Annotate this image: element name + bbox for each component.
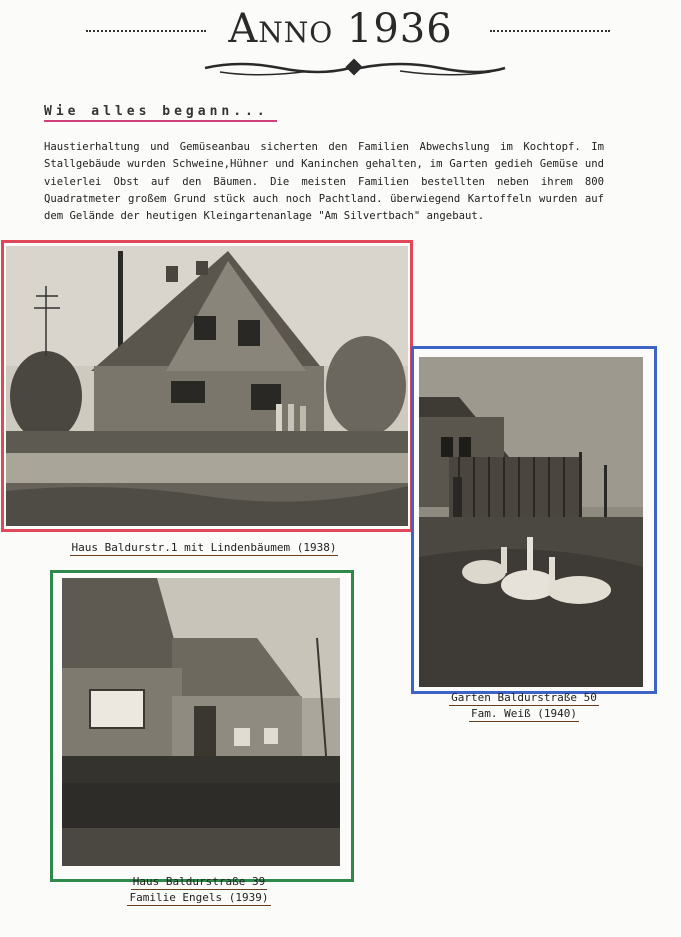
caption-house-39-line2: Familie Engels (1939)	[129, 891, 269, 904]
caption-house-baldurstr-1-text: Haus Baldurstr.1 mit Lindenbäumem (1938)	[71, 541, 337, 554]
intro-paragraph: Haustierhaltung und Gemüseanbau sicherten den Familien Abwechslung im Kochtopf. Im Stallgebäude wurden Schweine,Hühner und Kaninchen gehalten, im Garten gedieh Gemüse und vielerlei Obst auf den Bäumen. Die meisten Familien bestellten neben ihrem 800 Quadratmeter großem Grund stück auch noch Pachtland. überwiegend Kartoffeln wurden auf dem Gelände der heutigen Kleingartenanlage "Am Silvertbach" angebaut.	[44, 141, 604, 223]
caption-garden-line1: Garten Baldurstraße 50	[451, 691, 597, 704]
caption-house-baldurstrasse-39	[94, 874, 304, 906]
caption-garden-line2: Fam. Weiß (1940)	[471, 707, 577, 720]
caption-garden	[414, 690, 634, 722]
flourish-icon	[200, 58, 510, 80]
caption-house-39-line1: Haus Baldurstraße 39	[132, 875, 266, 888]
caption-house-baldurstr-1	[34, 540, 374, 556]
section-heading: Wie alles begann...	[44, 104, 277, 122]
photo-house-baldurstrasse-39	[62, 578, 340, 866]
photo-garden-baldurstrasse-50	[419, 357, 643, 687]
photo-house-baldurstr-1	[6, 246, 408, 526]
page-title: Anno 1936	[228, 6, 453, 52]
